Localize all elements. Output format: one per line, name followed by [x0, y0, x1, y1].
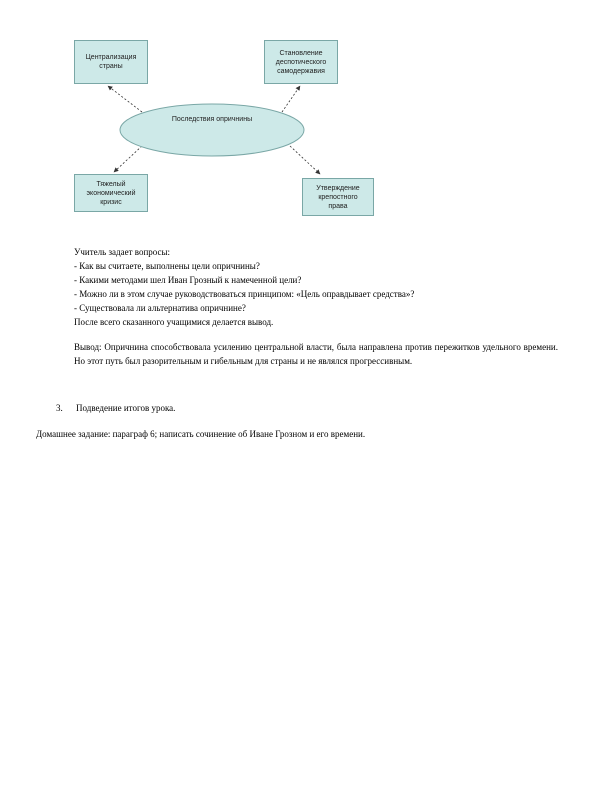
question-2: - Какими методами шел Иван Грозный к намеченной цели?	[74, 275, 302, 285]
conclusion-paragraph: Вывод: Опричнина способствовала усилению центральной власти, была направлена против пережитков удельного времени. Но этот путь был разорительным и гибельным для страны и не являлся прогрессивным.	[74, 342, 558, 366]
box-economic-crisis: Тяжелый экономический кризис	[74, 174, 148, 212]
teacher-questions	[74, 245, 414, 329]
center-label: Последствия опричнины	[171, 116, 253, 123]
box-autocracy: Становление деспотического самодержавия	[264, 40, 338, 84]
section-3-text: Подведение итогов урока.	[76, 403, 176, 413]
question-3: - Можно ли в этом случае руководствоваться принципом: «Цель оправдывает средства»?	[74, 289, 415, 299]
questions-intro: Учитель задает вопросы:	[74, 247, 171, 257]
question-4: - Существовала ли альтернатива опричнине?	[74, 303, 246, 313]
arrow-to-top-left	[108, 86, 142, 112]
section-3-number: 3.	[56, 403, 63, 413]
consequences-diagram	[70, 36, 380, 216]
arrow-to-bottom-right	[290, 146, 320, 174]
questions-after: После всего сказанного учащимися делается вывод.	[74, 317, 274, 327]
box-centralization: Централизация страны	[74, 40, 148, 84]
homework-text: Домашнее задание: параграф 6; написать сочинение об Иване Грозном и его времени.	[36, 429, 366, 439]
arrow-to-top-right	[282, 86, 300, 112]
question-1: - Как вы считаете, выполнены цели опричнины?	[74, 261, 260, 271]
arrow-to-bottom-left	[114, 146, 142, 172]
section-3	[56, 403, 175, 413]
center-ellipse	[120, 104, 304, 156]
box-serfdom: Утверждение крепостного права	[302, 178, 374, 216]
